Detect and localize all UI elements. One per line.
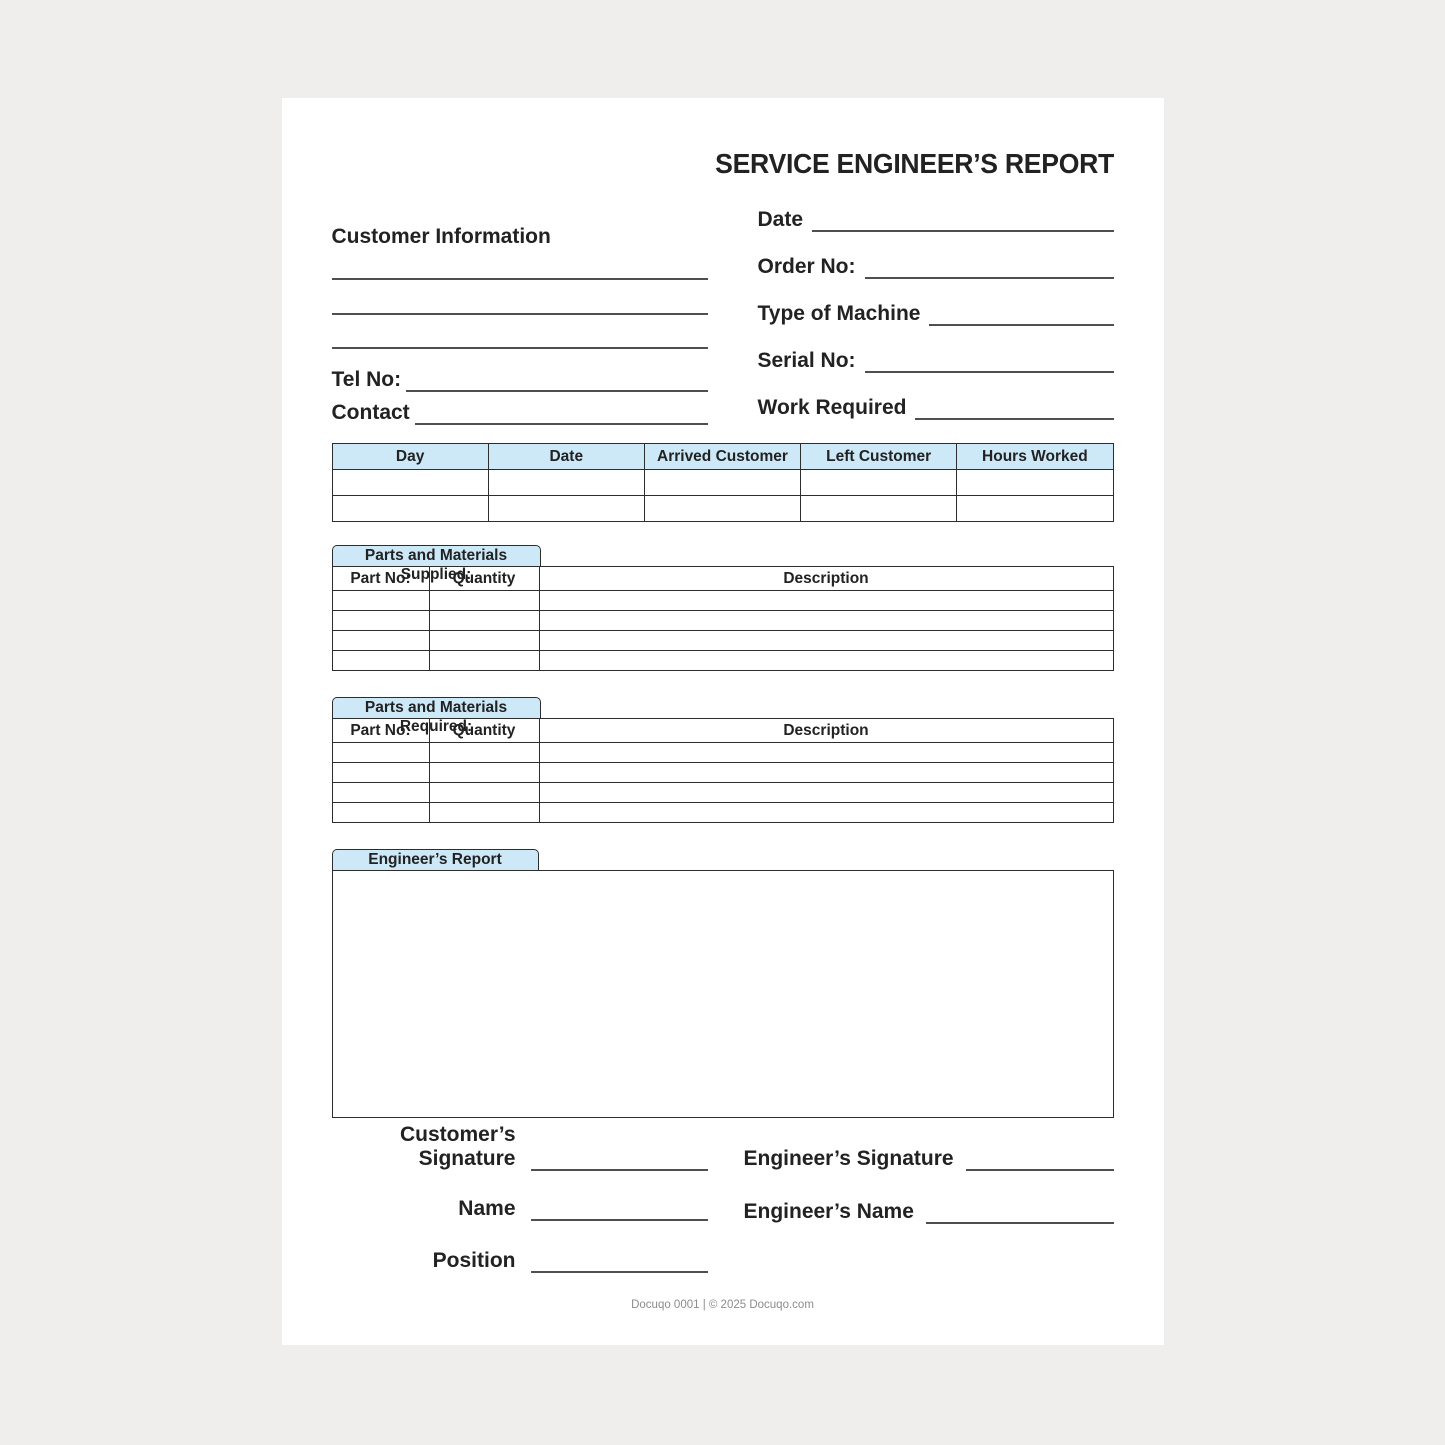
parts-required-body	[332, 743, 1113, 823]
visits-cell	[488, 470, 644, 496]
visits-col-hours-worked: Hours Worked	[957, 444, 1113, 470]
parts-cell	[332, 763, 429, 783]
visits-col-date: Date	[488, 444, 644, 470]
signatures-section	[332, 1123, 1114, 1273]
parts-cell	[332, 631, 429, 651]
document-footer: Docuqo 0001 | © 2025 Docuqo.com	[631, 1299, 814, 1311]
customer-signature-line	[531, 1169, 708, 1171]
parts-required-row	[332, 743, 1113, 763]
visits-cell	[957, 496, 1113, 522]
parts-supplied-row	[332, 611, 1113, 631]
customer-name-label: Name	[458, 1197, 516, 1220]
order-no-field	[758, 255, 1114, 279]
parts-cell	[539, 743, 1113, 763]
customer-address-line-2	[332, 313, 708, 315]
visits-table-body	[332, 470, 1113, 522]
parts-cell	[332, 783, 429, 803]
page-title: SERVICE ENGINEER’S REPORT	[714, 148, 1114, 179]
engineer-signature-line	[966, 1169, 1114, 1171]
date-label: Date	[757, 208, 804, 231]
order-no-line	[865, 277, 1114, 279]
parts-cell	[539, 803, 1113, 823]
visits-cell	[801, 470, 957, 496]
contact-field	[332, 401, 708, 425]
parts-required-tab: Parts and Materials Required:	[332, 697, 541, 718]
customer-info-label: Customer Information	[331, 225, 551, 248]
visits-header-row	[332, 444, 1113, 470]
top-info-section	[332, 208, 1114, 425]
type-of-machine-label: Type of Machine	[757, 302, 921, 325]
work-required-field	[758, 396, 1114, 420]
document-content	[282, 98, 1164, 1311]
tel-no-label: Tel No:	[331, 368, 402, 391]
parts-required-col-quantity: Quantity	[429, 719, 539, 743]
parts-cell	[429, 783, 539, 803]
work-required-label: Work Required	[757, 396, 907, 419]
parts-cell	[429, 743, 539, 763]
customer-signature-block	[332, 1123, 708, 1273]
order-no-label: Order No:	[757, 255, 856, 278]
visits-row	[332, 470, 1113, 496]
parts-cell	[429, 651, 539, 671]
parts-required-row	[332, 763, 1113, 783]
parts-required-col-description: Description	[539, 719, 1113, 743]
engineer-signature-label: Engineer’s Signature	[743, 1147, 954, 1170]
visits-row	[332, 496, 1113, 522]
visits-col-left-customer: Left Customer	[801, 444, 957, 470]
parts-required-col-partno: Part No:	[332, 719, 429, 743]
engineer-name-field	[744, 1200, 1114, 1224]
parts-cell	[332, 743, 429, 763]
parts-required-row	[332, 803, 1113, 823]
parts-cell	[429, 611, 539, 631]
work-required-line	[915, 418, 1113, 420]
visits-cell	[801, 496, 957, 522]
customer-address-line-1	[332, 278, 708, 280]
engineer-name-label: Engineer’s Name	[743, 1200, 914, 1223]
parts-supplied-row	[332, 591, 1113, 611]
type-of-machine-field	[758, 302, 1114, 326]
serial-no-line	[865, 371, 1114, 373]
serial-no-field	[758, 349, 1114, 373]
parts-supplied-col-quantity: Quantity	[429, 567, 539, 591]
customer-position-line	[531, 1271, 708, 1273]
parts-cell	[539, 591, 1113, 611]
customer-name-line	[531, 1219, 708, 1221]
visits-col-day: Day	[332, 444, 488, 470]
customer-address-line-3	[332, 347, 708, 349]
visits-cell	[488, 496, 644, 522]
parts-cell	[539, 763, 1113, 783]
engineer-report-box	[332, 870, 1114, 1118]
customer-info-block	[332, 208, 708, 425]
engineer-report-tab: Engineer’s Report	[332, 849, 539, 870]
customer-name-field	[332, 1197, 708, 1221]
contact-label: Contact	[331, 401, 410, 424]
parts-cell	[539, 651, 1113, 671]
engineer-signature-block	[744, 1147, 1114, 1273]
parts-cell	[539, 783, 1113, 803]
parts-cell	[429, 763, 539, 783]
visits-cell	[644, 470, 800, 496]
parts-supplied-row	[332, 631, 1113, 651]
engineer-signature-field	[744, 1147, 1114, 1171]
parts-cell	[429, 631, 539, 651]
visits-table-header	[332, 444, 1113, 470]
document-page	[282, 98, 1164, 1345]
parts-cell	[539, 631, 1113, 651]
parts-cell	[429, 591, 539, 611]
engineer-name-line	[926, 1222, 1114, 1224]
visits-cell	[332, 470, 488, 496]
parts-supplied-col-partno: Part No:	[332, 567, 429, 591]
parts-cell	[332, 591, 429, 611]
parts-cell	[429, 803, 539, 823]
visits-cell	[957, 470, 1113, 496]
customer-signature-label: Customer’s Signature	[399, 1123, 516, 1170]
serial-no-label: Serial No:	[757, 349, 856, 372]
contact-line	[415, 423, 708, 425]
date-line	[812, 230, 1113, 232]
visits-cell	[644, 496, 800, 522]
parts-supplied-tab: Parts and Materials Supplied:	[332, 545, 541, 566]
parts-cell	[332, 651, 429, 671]
customer-signature-field	[332, 1123, 708, 1171]
customer-position-field	[332, 1249, 708, 1273]
parts-supplied-col-description: Description	[539, 567, 1113, 591]
parts-cell	[332, 803, 429, 823]
parts-cell	[539, 611, 1113, 631]
visits-col-arrived-customer: Arrived Customer	[644, 444, 800, 470]
visits-cell	[332, 496, 488, 522]
parts-supplied-row	[332, 651, 1113, 671]
tel-no-line	[406, 390, 707, 392]
parts-required-row	[332, 783, 1113, 803]
customer-position-label: Position	[432, 1249, 516, 1272]
tel-no-field	[332, 368, 708, 392]
parts-cell	[332, 611, 429, 631]
job-info-block	[758, 208, 1114, 425]
parts-supplied-body	[332, 591, 1113, 671]
date-field	[758, 208, 1114, 232]
type-of-machine-line	[929, 324, 1113, 326]
visits-table	[332, 443, 1114, 522]
